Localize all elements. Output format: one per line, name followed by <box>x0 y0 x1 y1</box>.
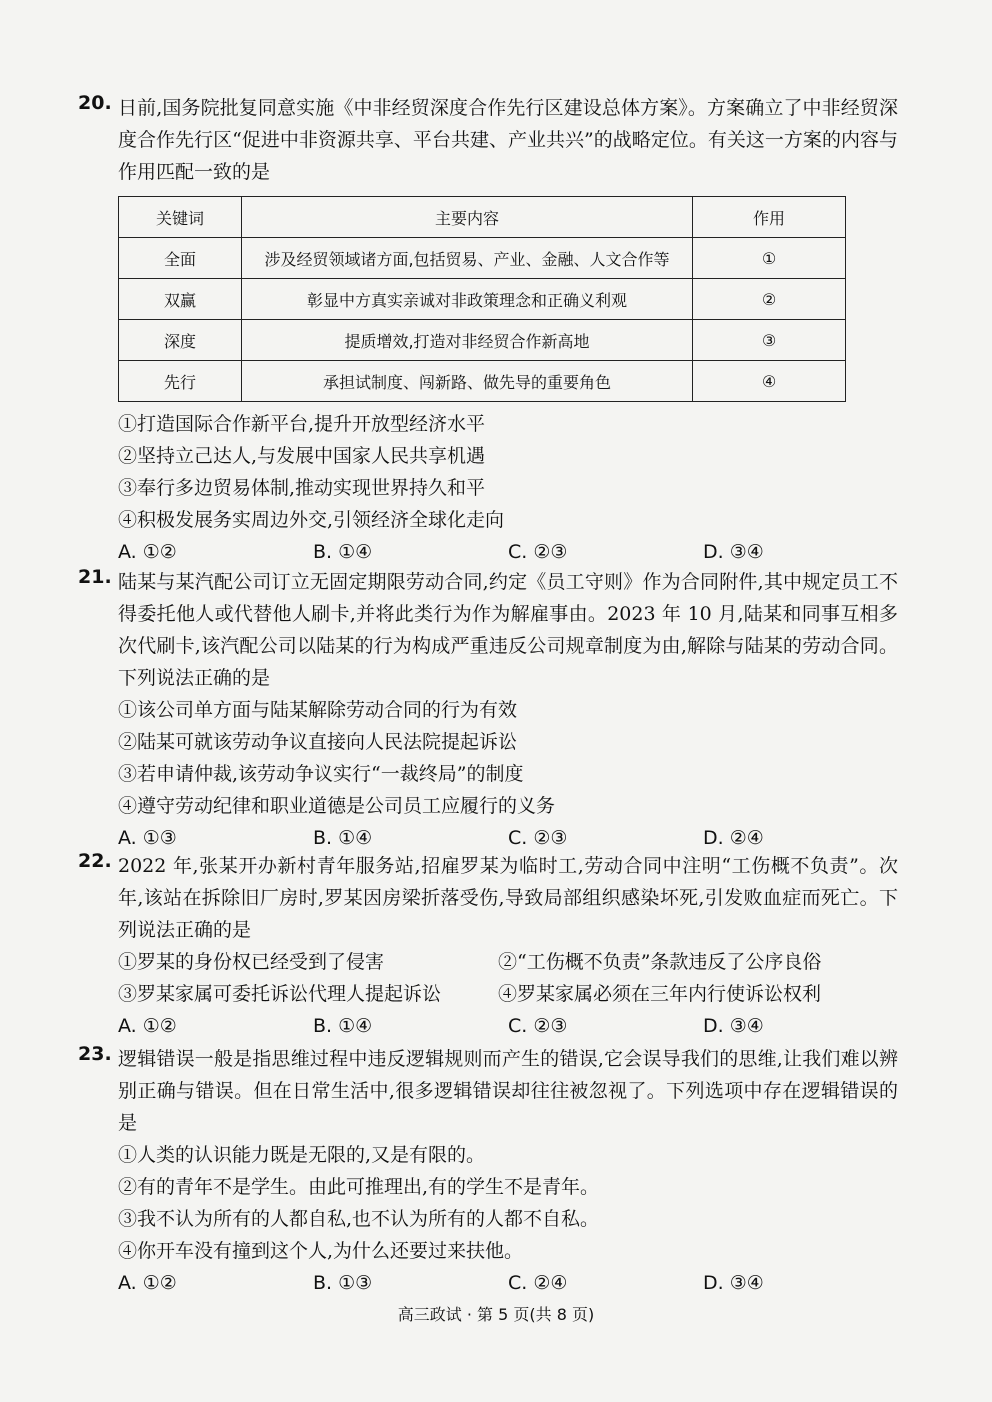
question-number: 22. <box>78 850 112 872</box>
question-stem: 陆某与某汽配公司订立无固定期限劳动合同,约定《员工守则》作为合同附件,其中规定员工不得委托他人或代替他人刷卡,并将此类行为作为解雇事由。2023 年 10 月,陆某和同事互相多次代刷卡,该汽配公司以陆某的行为构成严重违反公司规章制度为由,解除与陆某的劳动合同。下列说法正确的是 <box>118 571 898 689</box>
table-cell: 先行 <box>119 361 242 402</box>
statement: ④罗某家属必须在三年内行使诉讼权利 <box>498 983 822 1005</box>
question-number: 23. <box>78 1043 112 1065</box>
statement: ④遵守劳动纪律和职业道德是公司员工应履行的义务 <box>118 795 556 817</box>
statement: ①罗某的身份权已经受到了侵害 <box>118 951 385 973</box>
choice-b: B. ①④ <box>313 1015 373 1037</box>
answer-choices <box>118 536 898 568</box>
answer-choices <box>118 1267 898 1299</box>
question-number: 21. <box>78 566 112 588</box>
choice-a: A. ①② <box>118 541 177 563</box>
statement: ①打造国际合作新平台,提升开放型经济水平 <box>118 413 486 435</box>
table-cell: ④ <box>693 361 846 402</box>
question-22 <box>78 850 898 1042</box>
table-cell: ② <box>693 279 846 320</box>
table-row <box>119 238 846 279</box>
answer-choices <box>118 1010 898 1042</box>
choice-b: B. ①③ <box>313 1272 373 1294</box>
question-stem: 逻辑错误一般是指思维过程中违反逻辑规则而产生的错误,它会误导我们的思维,让我们难以辨别正确与错误。但在日常生活中,很多逻辑错误却往往被忽视了。下列选项中存在逻辑错误的是 <box>118 1048 898 1134</box>
question-stem: 日前,国务院批复同意实施《中非经贸深度合作先行区建设总体方案》。方案确立了中非经贸深度合作先行区“促进中非资源共享、平台共建、产业共兴”的战略定位。有关这一方案的内容与作用匹配一致的是 <box>118 97 898 183</box>
choice-c: C. ②③ <box>508 541 568 563</box>
statement: ④积极发展务实周边外交,引领经济全球化走向 <box>118 509 505 531</box>
table-cell: 涉及经贸领域诸方面,包括贸易、产业、金融、人文合作等 <box>242 238 693 279</box>
statement: ①人类的认识能力既是无限的,又是有限的。 <box>118 1144 486 1166</box>
table-cell: 双赢 <box>119 279 242 320</box>
choice-d: D. ③④ <box>703 1015 764 1037</box>
question-21 <box>78 566 898 854</box>
statement: ②坚持立己达人,与发展中国家人民共享机遇 <box>118 445 486 467</box>
choice-d: D. ③④ <box>703 541 764 563</box>
choice-a: A. ①② <box>118 1272 177 1294</box>
choice-b: B. ①④ <box>313 541 373 563</box>
statement: ②“工伤概不负责”条款违反了公序良俗 <box>498 951 822 973</box>
choice-c: C. ②③ <box>508 1015 568 1037</box>
content-table <box>118 196 846 402</box>
table-cell: 彰显中方真实亲诚对非政策理念和正确义利观 <box>242 279 693 320</box>
choice-c: C. ②④ <box>508 1272 568 1294</box>
table-header: 关键词 <box>119 197 242 238</box>
question-20 <box>78 92 898 568</box>
statement-row <box>118 946 898 978</box>
question-stem: 2022 年,张某开办新村青年服务站,招雇罗某为临时工,劳动合同中注明“工伤概不负责”。次年,该站在拆除旧厂房时,罗某因房梁折落受伤,导致局部组织感染坏死,引发败血症而死亡。下列说法正确的是 <box>118 855 898 941</box>
table-cell: 承担试制度、闯新路、做先导的重要角色 <box>242 361 693 402</box>
statement: ①该公司单方面与陆某解除劳动合同的行为有效 <box>118 699 518 721</box>
statement: ③若申请仲裁,该劳动争议实行“一裁终局”的制度 <box>118 763 524 785</box>
choice-c: C. ②③ <box>508 827 568 849</box>
statement: ②陆某可就该劳动争议直接向人民法院提起诉讼 <box>118 731 518 753</box>
choice-b: B. ①④ <box>313 827 373 849</box>
table-cell: 深度 <box>119 320 242 361</box>
table-header: 主要内容 <box>242 197 693 238</box>
statement: ③罗某家属可委托诉讼代理人提起诉讼 <box>118 983 442 1005</box>
question-number: 20. <box>78 92 112 114</box>
table-header-row <box>119 197 846 238</box>
statement: ④你开车没有撞到这个人,为什么还要过来扶他。 <box>118 1240 524 1262</box>
question-23 <box>78 1043 898 1299</box>
choice-d: D. ③④ <box>703 1272 764 1294</box>
table-header: 作用 <box>693 197 846 238</box>
table-cell: 提质增效,打造对非经贸合作新高地 <box>242 320 693 361</box>
statement: ②有的青年不是学生。由此可推理出,有的学生不是青年。 <box>118 1176 600 1198</box>
table-row <box>119 320 846 361</box>
choice-d: D. ②④ <box>703 827 764 849</box>
table-cell: ① <box>693 238 846 279</box>
table-cell: ③ <box>693 320 846 361</box>
statement-row <box>118 978 898 1010</box>
page-footer: 高三政试 · 第 5 页(共 8 页) <box>397 1305 595 1324</box>
choice-a: A. ①③ <box>118 827 177 849</box>
table-row <box>119 361 846 402</box>
statement: ③我不认为所有的人都自私,也不认为所有的人都不自私。 <box>118 1208 600 1230</box>
choice-a: A. ①② <box>118 1015 177 1037</box>
table-cell: 全面 <box>119 238 242 279</box>
statement: ③奉行多边贸易体制,推动实现世界持久和平 <box>118 477 486 499</box>
table-row <box>119 279 846 320</box>
